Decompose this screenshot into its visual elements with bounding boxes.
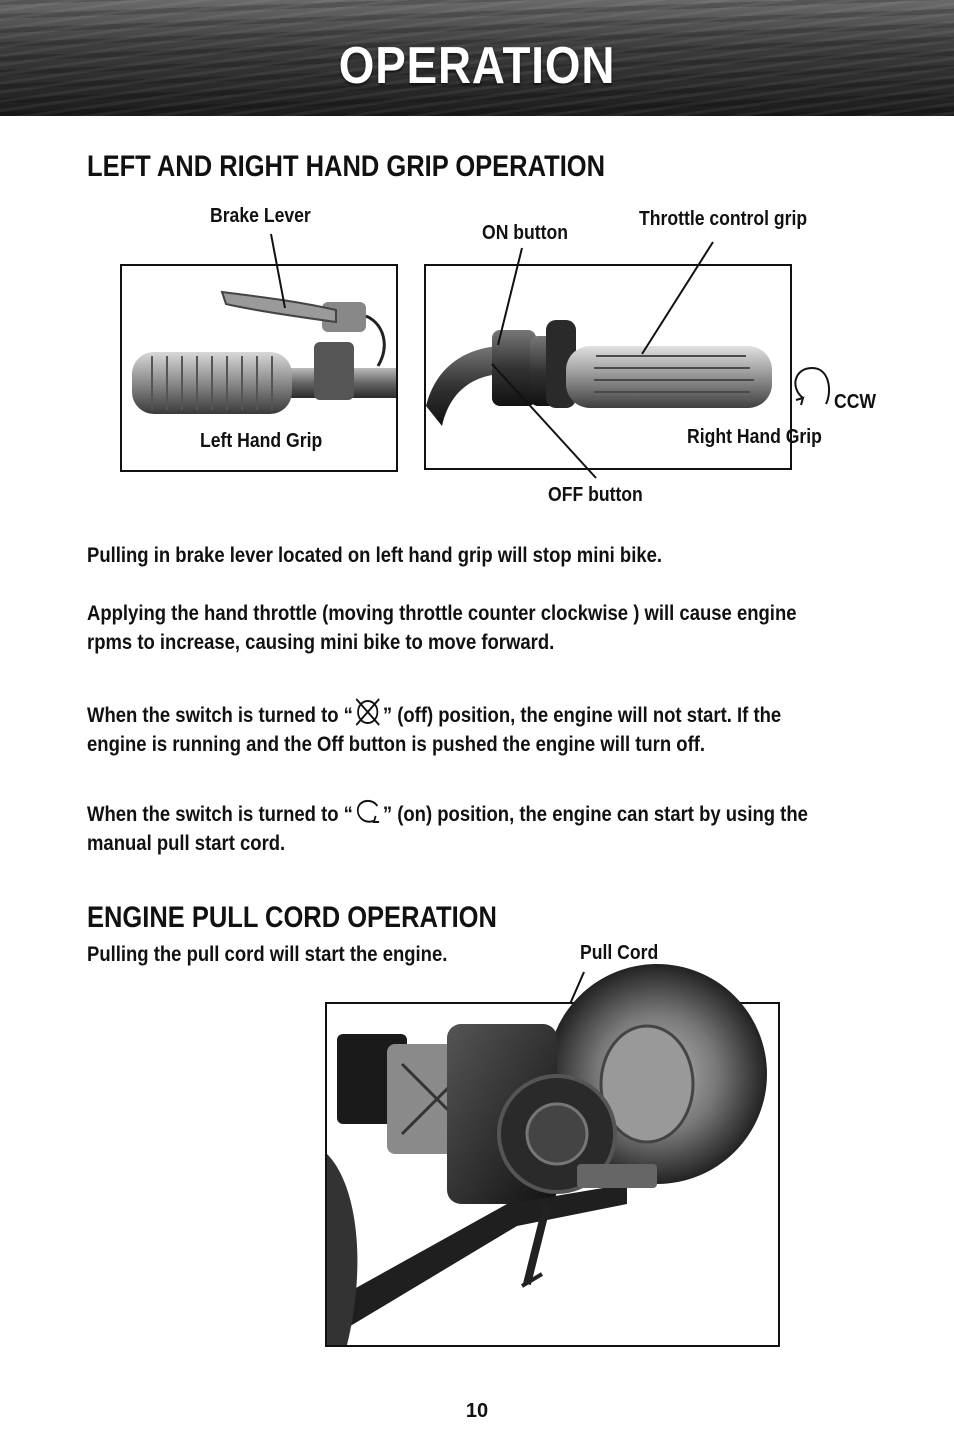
section-heading-grip-operation: LEFT AND RIGHT HAND GRIP OPERATION — [87, 150, 606, 183]
paragraph-throttle: Applying the hand throttle (moving throttle counter clockwise ) will cause engine rpms to increase, causing mini bike to move forward. — [87, 602, 797, 654]
pull-cord-label: Pull Cord — [580, 942, 659, 964]
off-switch-icon — [353, 697, 383, 727]
paragraph-on-switch — [87, 796, 826, 858]
brake-lever-label: Brake Lever — [210, 205, 311, 227]
right-hand-grip-label: Right Hand Grip — [687, 426, 822, 448]
paragraph-off-switch — [87, 697, 826, 759]
section-heading-pull-cord: ENGINE PULL CORD OPERATION — [87, 901, 497, 934]
page-header-banner — [0, 0, 954, 116]
page-number: 10 — [465, 1400, 489, 1422]
on-text-after: ” (on) position, the engine can start by using the manual pull start cord. — [87, 803, 808, 855]
off-button-label: OFF button — [548, 484, 643, 506]
on-text-before: When the switch is turned to “ — [87, 803, 353, 826]
on-switch-icon — [353, 796, 383, 826]
left-hand-grip-label: Left Hand Grip — [200, 430, 323, 452]
pull-cord-intro-text: Pulling the pull cord will start the engine. — [87, 943, 448, 966]
ccw-label: CCW — [834, 391, 877, 413]
page-title: OPERATION — [338, 37, 616, 95]
off-text-before: When the switch is turned to “ — [87, 704, 353, 727]
paragraph-brake: Pulling in brake lever located on left hand grip will stop mini bike. — [87, 544, 663, 567]
throttle-grip-label: Throttle control grip — [639, 208, 808, 230]
left-hand-grip-photo — [120, 264, 398, 472]
off-text-after: ” (off) position, the engine will not start. If the engine is running and the Off button is pushed the engine will turn off. — [87, 704, 782, 756]
engine-pull-cord-photo — [325, 1002, 780, 1347]
right-hand-grip-photo — [424, 264, 822, 470]
on-button-label: ON button — [482, 222, 569, 244]
